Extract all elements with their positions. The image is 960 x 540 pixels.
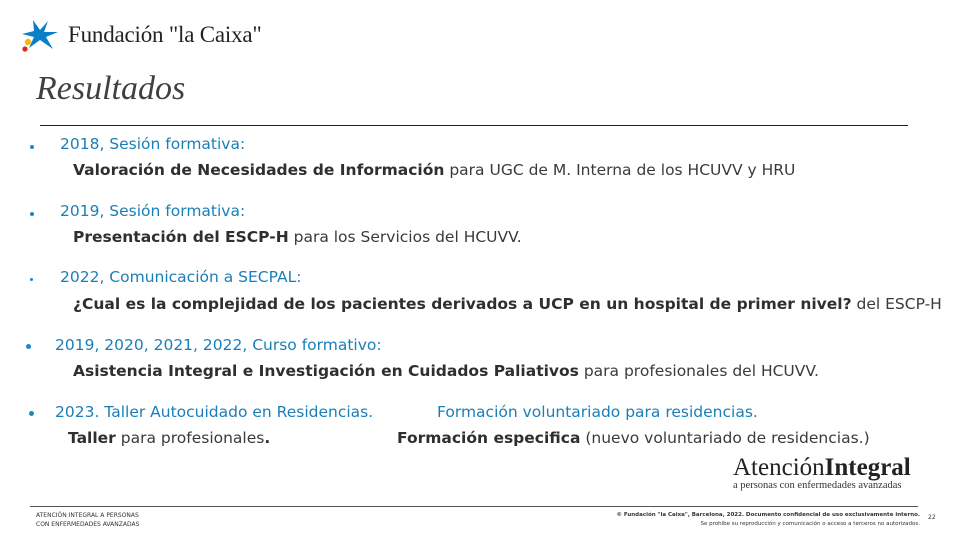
footer-right [616, 511, 920, 529]
item-3-body-rest: del ESCP-H [851, 295, 942, 313]
item-5-heading-2: Formación voluntariado para residencias. [437, 403, 758, 421]
footer-copyright: © Fundación "la Caixa", Barcelona, 2022. Documento confidencial de uso exclusivamente interno. [616, 512, 920, 518]
item-1-heading: 2018, Sesión formativa: [60, 135, 246, 153]
item-4-body-bold: Asistencia Integral e Investigación en Cuidados Paliativos [73, 362, 579, 380]
footer-disclaimer: Se prohíbe su reproducción y comunicación o acceso a terceros no autorizados. [700, 521, 920, 527]
item-3-body [73, 295, 942, 313]
bullet-3 [30, 278, 33, 281]
fundacion-logo [20, 18, 262, 52]
bullet-2 [30, 212, 34, 216]
item-2-body-rest: para los Servicios del HCUVV. [288, 228, 522, 246]
bullet-4 [26, 344, 31, 349]
title-divider [40, 125, 908, 126]
item-1-body-rest: para UGC de M. Interna de los HCUVV y HRU [444, 161, 796, 179]
wordmark-light: Atención [733, 454, 825, 481]
item-5-heading: 2023. Taller Autocuidado en Residencias. [55, 403, 374, 421]
item-5-body2-rest: (nuevo voluntariado de residencias.) [580, 429, 870, 447]
page-number: 22 [928, 514, 936, 521]
item-2-heading: 2019, Sesión formativa: [60, 202, 246, 220]
item-5-body-dot: . [264, 429, 271, 447]
item-5-body-2 [397, 429, 870, 447]
atencion-integral-tagline: a personas con enfermedades avanzadas [733, 480, 902, 491]
item-1-body [73, 161, 795, 179]
atencion-integral-wordmark [733, 454, 911, 482]
footer-divider [30, 506, 918, 507]
footer-left-line-1: ATENCIÓN INTEGRAL A PERSONAS [36, 512, 139, 519]
item-3-heading: 2022, Comunicación a SECPAL: [60, 268, 302, 286]
item-2-body-bold: Presentación del ESCP-H [73, 228, 289, 246]
logo-text: Fundación "la Caixa" [68, 22, 262, 47]
wordmark-bold: Integral [824, 454, 911, 481]
footer-left [36, 511, 139, 529]
item-4-body-rest: para profesionales del HCUVV. [578, 362, 819, 380]
item-5-body-rest: para profesionales [115, 429, 265, 447]
item-5-body-bold: Taller [68, 429, 116, 447]
atencion-integral-logo [733, 454, 911, 491]
bullet-5 [29, 411, 34, 416]
item-3-body-bold: ¿Cual es la complejidad de los pacientes derivados a UCP en un hospital de primer nivel? [73, 295, 852, 313]
bullet-1 [30, 145, 34, 149]
item-2-body [73, 228, 522, 246]
page-title: Resultados [36, 70, 186, 107]
item-5-body [68, 429, 270, 447]
item-4-body [73, 362, 819, 380]
item-1-body-bold: Valoración de Necesidades de Información [73, 161, 445, 179]
item-5-body2-bold: Formación especifica [397, 429, 581, 447]
caixa-star-icon [20, 18, 60, 52]
footer-left-line-2: CON ENFERMEDADES AVANZADAS [36, 521, 140, 528]
item-4-heading: 2019, 2020, 2021, 2022, Curso formativo: [55, 336, 382, 354]
